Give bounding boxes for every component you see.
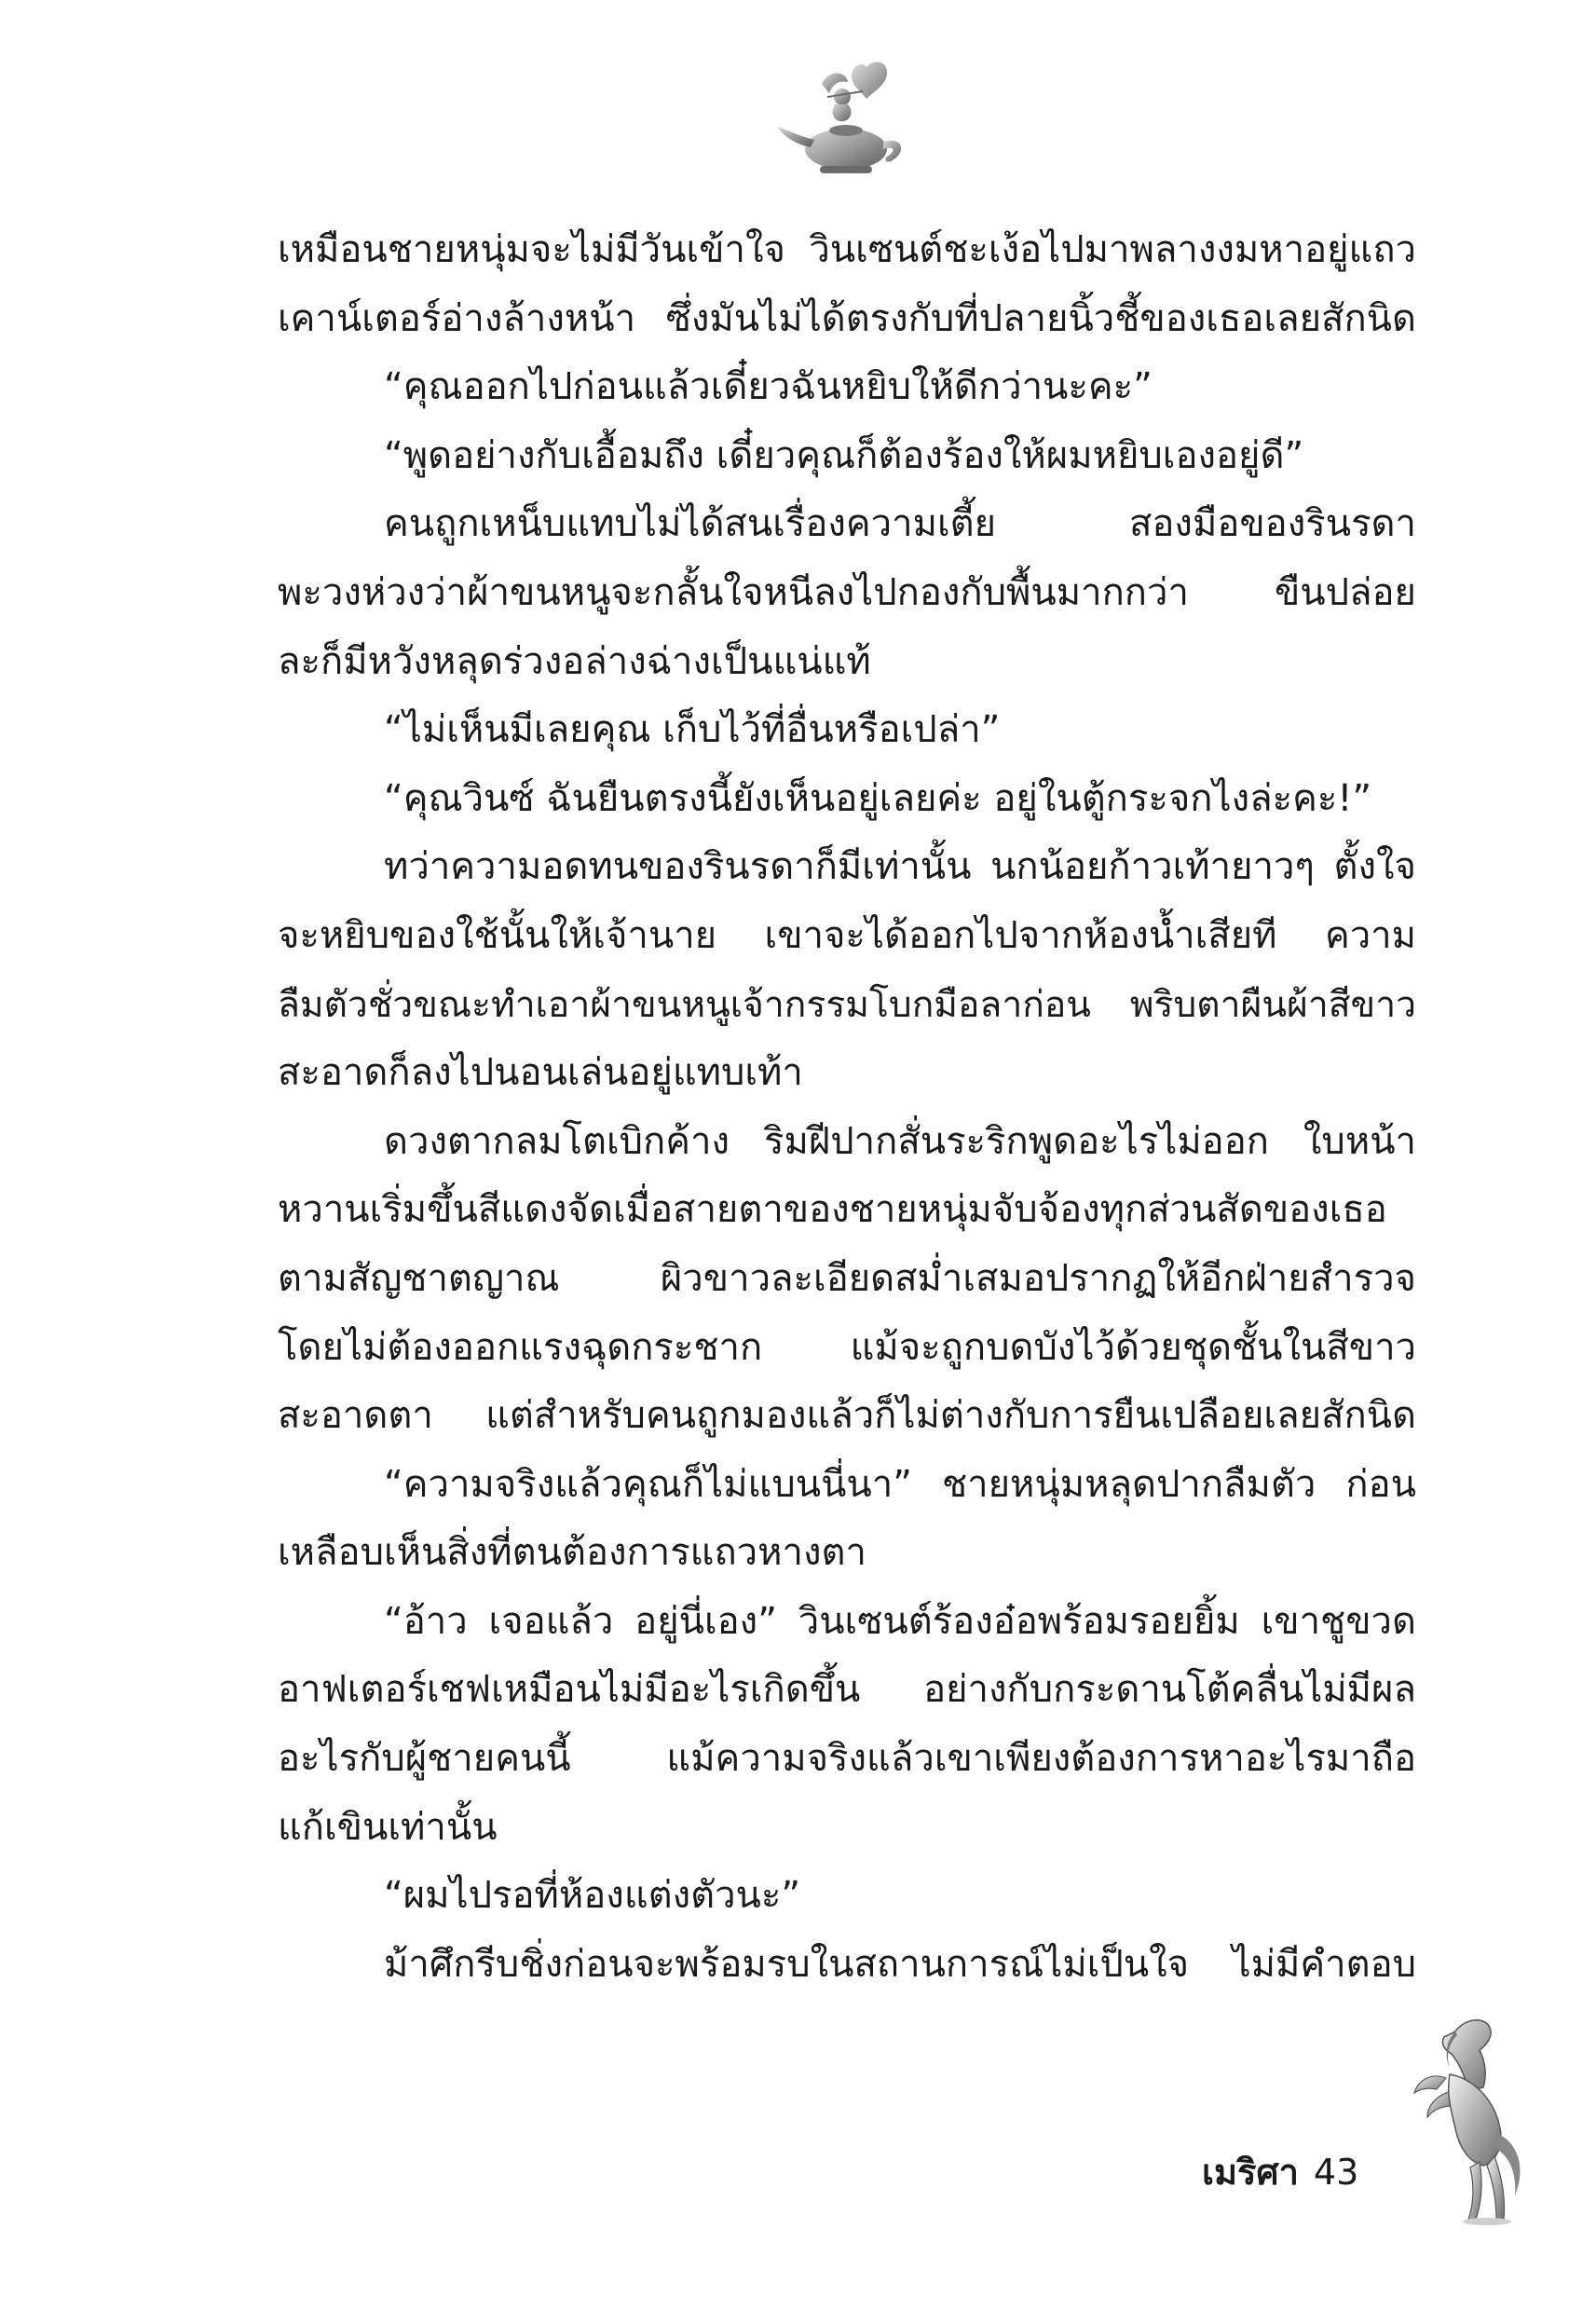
text-line: จะหยิบของใช้นั้นให้เจ้านาย เขาจะได้ออกไปจากห้องน้ำเสียที ความ [278, 913, 1416, 957]
page-number: 43 [1313, 2152, 1359, 2193]
text-line: “ผมไปรอที่ห้องแต่งตัวนะ” [384, 1874, 801, 1918]
text-line: คนถูกเหน็บแทบไม่ได้สนเรื่องความเตี้ย สองมือของรินรดา [384, 502, 1416, 546]
text-line: สะอาดก็ลงไปนอนเล่นอยู่แทบเท้า [278, 1051, 803, 1095]
text-line: “พูดอย่างกับเอื้อมถึง เดี๋ยวคุณก็ต้องร้องให้ผมหยิบเองอยู่ดี” [384, 433, 1304, 477]
text-line: เคาน์เตอร์อ่างล้างหน้า ซึ่งมันไม่ได้ตรงกับที่ปลายนิ้วชี้ของเธอเลยสักนิด [278, 296, 1416, 340]
text-line: สะอาดตา แต่สำหรับคนถูกมองแล้วก็ไม่ต่างกับการยืนเปลือยเลยสักนิด [278, 1394, 1416, 1438]
text-line: ม้าศึกรีบชิ่งก่อนจะพร้อมรบในสถานการณ์ไม่เป็นใจ ไม่มีคำตอบ [384, 1942, 1416, 1986]
page-footer [1202, 2143, 1358, 2200]
text-line: “ไม่เห็นมีเลยคุณ เก็บไว้ที่อื่นหรือเปล่า” [384, 708, 1001, 752]
text-line: อะไรกับผู้ชายคนนี้ แม้ความจริงแล้วเขาเพียงต้องการหาอะไรมาถือ [278, 1737, 1416, 1781]
text-line: อาฟเตอร์เชฟเหมือนไม่มีอะไรเกิดขึ้น อย่างกับกระดานโต้คลื่นไม่มีผล [278, 1668, 1416, 1712]
text-line: โดยไม่ต้องออกแรงฉุดกระชาก แม้จะถูกบดบังไว้ด้วยชุดชั้นในสีขาว [278, 1325, 1416, 1369]
text-line: “คุณวินซ์ ฉันยืนตรงนี้ยังเห็นอยู่เลยค่ะ อยู่ในตู้กระจกไงล่ะคะ!” [384, 776, 1372, 820]
text-line: “ความจริงแล้วคุณก็ไม่แบนนี่นา” ชายหนุ่มหลุดปากลืมตัว ก่อน [384, 1462, 1416, 1506]
book-title: เมริศา [1202, 2152, 1299, 2193]
text-line: “อ้าว เจอแล้ว อยู่นี่เอง” วินเซนต์ร้องอ๋อพร้อมรอยยิ้ม เขาชูขวด [384, 1599, 1416, 1643]
body-text [278, 216, 1416, 1999]
text-line: แก้เขินเท่านั้น [278, 1805, 498, 1849]
text-line: ทว่าความอดทนของรินรดาก็มีเท่านั้น นกน้อยก้าวเท้ายาวๆ ตั้งใจ [384, 845, 1416, 889]
teapot-cupid-ornament-icon [773, 56, 913, 186]
text-line: เหมือนชายหนุ่มจะไม่มีวันเข้าใจ วินเซนต์ชะเง้อไปมาพลางงมหาอยู่แถว [278, 228, 1416, 271]
text-line: ลืมตัวชั่วขณะทำเอาผ้าขนหนูเจ้ากรรมโบกมือลาก่อน พริบตาผืนผ้าสีขาว [278, 983, 1416, 1026]
text-line: เหลือบเห็นสิ่งที่ตนต้องการแถวหางตา [278, 1531, 866, 1575]
text-line: พะวงห่วงว่าผ้าขนหนูจะกลั้นใจหนีลงไปกองกับพื้นมากกว่า ขืนปล่อย [278, 570, 1416, 614]
text-line: “คุณออกไปก่อนแล้วเดี๋ยวฉันหยิบให้ดีกว่านะคะ” [384, 365, 1153, 409]
text-line: หวานเริ่มขึ้นสีแดงจัดเมื่อสายตาของชายหนุ่มจับจ้องทุกส่วนสัดของเธอ [278, 1188, 1387, 1232]
text-line: ละก็มีหวังหลุดร่วงอล่างฉ่างเป็นแน่แท้ [278, 639, 871, 683]
rearing-horse-icon [1390, 2013, 1539, 2227]
text-line: ดวงตากลมโตเบิกค้าง ริมฝีปากสั่นระริกพูดอะไรไม่ออก ใบหน้า [384, 1119, 1416, 1163]
text-line: ตามสัญชาตญาณ ผิวขาวละเอียดสม่ำเสมอปรากฏให้อีกฝ่ายสำรวจ [278, 1256, 1416, 1300]
